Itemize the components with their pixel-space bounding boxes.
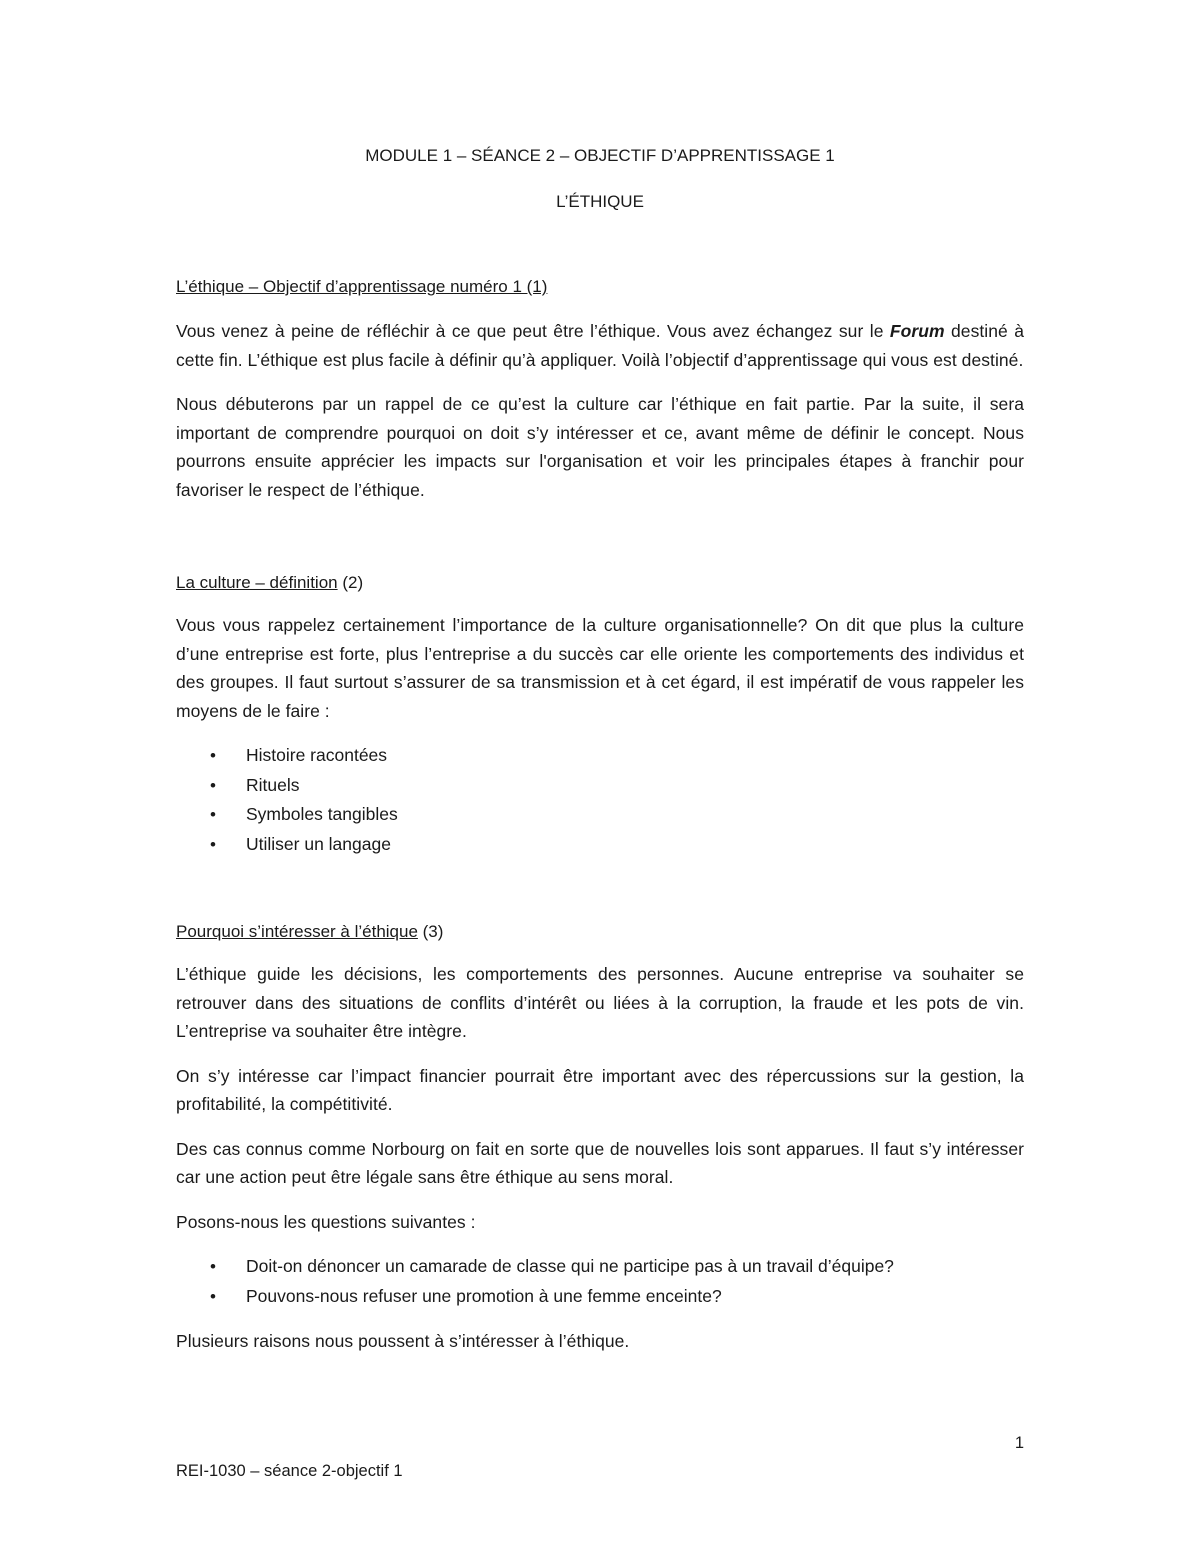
list-item-text: Rituels (246, 774, 300, 795)
section-heading-text: La culture – définition (176, 573, 338, 592)
paragraph-plan: Nous débuterons par un rappel de ce qu’est la culture car l’éthique en fait partie. Par la suite, il sera important de comprendre pourquoi on doit s’y intéresser et ce, avant même de définir le concept. Nous pourrons ensuite apprécier les impacts sur l'organisation et voir les principales étapes à franchir pour favoriser le respect de l’éthique. (176, 394, 1024, 500)
list-item-text: Symboles tangibles (246, 804, 398, 824)
bullet-icon: • (210, 746, 216, 765)
section-heading-number: (3) (417, 922, 444, 941)
list-item (176, 741, 1024, 771)
section-heading-ethique (176, 275, 1024, 299)
list-item (176, 771, 1024, 801)
bullet-icon: • (210, 1257, 216, 1276)
bullet-icon: • (210, 805, 216, 824)
paragraph-questions: Posons-nous les questions suivantes : (176, 1211, 476, 1232)
forum-emphasis: Forum (889, 321, 945, 341)
paragraph-culture: Vous vous rappelez certainement l’importance de la culture organisationnelle? On dit que plus la culture d’une entreprise est forte, plus l’entreprise a du succès car elle oriente les comportements des individus et des groupes. Il faut surtout s’assurer de sa transmission et à cet égard, il est impératif de vous rappeler les moyens de le faire : (176, 615, 1024, 721)
paragraph-norbourg: Des cas connus comme Norbourg on fait en sorte que de nouvelles lois sont apparues. Il faut s’y intéresser car une action peut être légale sans être éthique au sens moral. (176, 1138, 1024, 1187)
footer-text: REI-1030 – séance 2-objectif 1 (176, 1462, 403, 1480)
section-heading-text: Pourquoi s’intéresser à l’éthique (176, 922, 418, 941)
bullet-icon: • (210, 834, 216, 854)
paragraph-text: destiné à cette fin. L’éthique est plus facile à définir qu’à appliquer. Voilà l’objectif d’apprentissage qui vous est destiné. (176, 321, 1025, 370)
list-item-text: Pouvons-nous refuser une promotion à une femme enceinte? (246, 1285, 722, 1306)
list-item-text: Doit-on dénoncer un camarade de classe qui ne participe pas à un travail d’équipe? (246, 1256, 894, 1276)
page-content (176, 140, 1024, 1356)
paragraph-raisons: Plusieurs raisons nous poussent à s’intéresser à l’éthique. (176, 1331, 630, 1351)
bullet-list-questions (176, 1252, 1024, 1311)
subject-title: L’ÉTHIQUE (556, 192, 644, 211)
page-number: 1 (1014, 1434, 1024, 1452)
paragraph-impact: On s’y intéresse car l’impact financier pourrait être important avec des répercussions sur la gestion, la profitabilité, la compétitivité. (176, 1065, 1024, 1114)
section-heading-number: (2) (337, 573, 364, 592)
list-item (176, 1282, 1024, 1312)
paragraph-intro (176, 317, 1024, 374)
list-item-text: Utiliser un langage (246, 833, 391, 854)
list-item-text: Histoire racontées (246, 745, 388, 765)
module-title: MODULE 1 – SÉANCE 2 – OBJECTIF D’APPRENTISSAGE 1 (365, 146, 835, 165)
list-item (176, 1252, 1024, 1282)
paragraph-text: Vous venez à peine de réfléchir à ce que peut être l’éthique. Vous avez échangez sur le (176, 321, 890, 341)
list-item (176, 800, 1024, 830)
section-heading-text: L’éthique – Objectif d’apprentissage numéro 1 (1) (176, 277, 548, 296)
section-heading-pourquoi (176, 920, 1024, 944)
section-heading-culture (176, 571, 1024, 595)
list-item (176, 830, 1024, 860)
bullet-list-culture (176, 741, 1024, 859)
bullet-icon: • (210, 775, 216, 795)
paragraph-guide: L’éthique guide les décisions, les comportements des personnes. Aucune entreprise va souhaiter se retrouver dans des situations de conflits d’intérêt ou liées à la corruption, la fraude et les pots de vin. L’entreprise va souhaiter être intègre. (176, 964, 1024, 1041)
bullet-icon: • (210, 1286, 216, 1306)
